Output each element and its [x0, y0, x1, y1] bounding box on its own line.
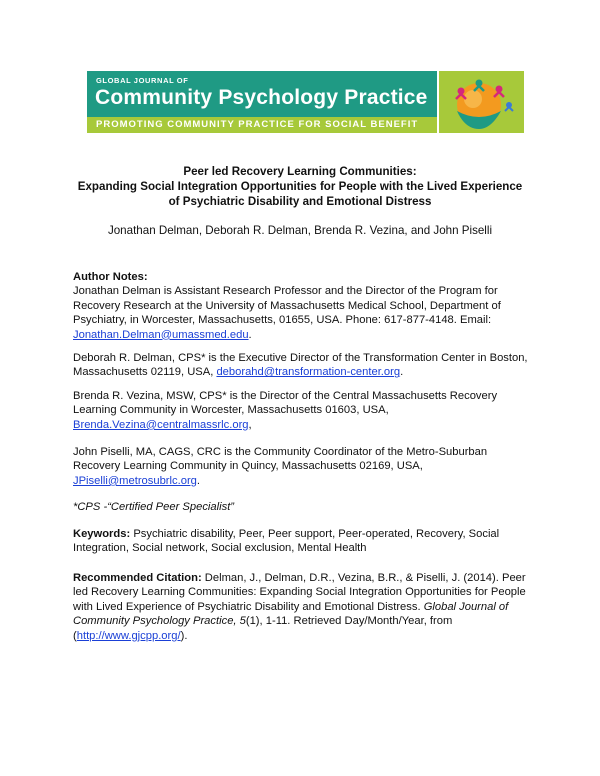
author-note-block [73, 351, 533, 380]
author-note: Jonathan Delman is Assistant Research Professor and the Director of the Program for Recovery Research at the University of Massachusetts Medical School, Department of Psychiatry, in Worcester, Massachusetts, 01655, USA. Phone: 617-877-4148. Email: Jonathan.Delman@umassmed.edu. [73, 285, 501, 341]
keywords-section [73, 527, 533, 556]
author-note-block [73, 445, 533, 488]
citation-paragraph [73, 571, 533, 643]
paper-authors: Jonathan Delman, Deborah R. Delman, Brenda R. Vezina, and John Piselli [107, 224, 493, 237]
journal-logo-icon [439, 71, 524, 133]
journal-banner [87, 71, 524, 133]
author-email-link[interactable]: deborahd@transformation-center.org [216, 366, 401, 379]
author-note-text: Deborah R. Delman, CPS* is the Executive Director of the Transformation Center in Boston, Massachusetts 02119, USA, [73, 352, 528, 379]
keywords-text: Psychiatric disability, Peer, Peer support, Peer-operated, Recovery, Social Integration, Social network, Social exclusion, Mental Health [73, 528, 500, 555]
author-notes-section [73, 270, 533, 342]
paper-title [40, 164, 560, 209]
journal-url-link[interactable]: http://www.gjcpp.org/ [76, 629, 181, 642]
keywords-paragraph [73, 527, 533, 556]
banner-main-title: Community Psychology Practice [95, 86, 428, 109]
author-note-block [73, 389, 533, 432]
citation-text: Delman, J., Delman, D.R., Vezina, B.R., & Piselli, J. (2014). Peer led Recovery Learning Communities: Expanding Social Integration Opportunities for People with Lived Experience of Psychiatric Disability and Emotional Distress. [73, 572, 526, 613]
author-note-text: Brenda R. Vezina, MSW, CPS* is the Director of the Central Massachusetts Recovery Learning Community in Worcester, Massachusetts 01603, USA, [73, 390, 498, 417]
author-email-link[interactable]: Jonathan.Delman@umassmed.edu [73, 328, 249, 341]
paper-title-line: Peer led Recovery Learning Communities: [183, 165, 417, 178]
citation-issue-pages: (1), 1-11. Retrieved Day/Month/Year, from ( [73, 615, 453, 642]
paper-title-line: of Psychiatric Disability and Emotional Distress [168, 195, 432, 208]
author-note: John Piselli, MA, CAGS, CRC is the Community Coordinator of the Metro-Suburban Recovery Learning Community in Quincy, Massachusetts 02169, USA, JPiselli@metrosubrlc.org. [73, 446, 488, 487]
author-email-link[interactable]: Brenda.Vezina@centralmassrlc.org [73, 418, 249, 431]
banner-tagline: PROMOTING COMMUNITY PRACTICE FOR SOCIAL BENEFIT [96, 119, 419, 130]
banner-tagline-bar [87, 117, 437, 133]
cps-footnote: *CPS -“Certified Peer Specialist” [73, 501, 235, 513]
citation-section [73, 571, 533, 643]
author-email-link[interactable]: JPiselli@metrosubrlc.org [73, 474, 197, 487]
citation-journal: Global Journal of Community Psychology Practice, 5 [73, 600, 509, 628]
author-notes-heading: Author Notes: [73, 271, 148, 283]
author-note-text: John Piselli, MA, CAGS, CRC is the Community Coordinator of the Metro-Suburban Recovery Learning Community in Quincy, Massachusetts 02169, USA, [73, 446, 488, 473]
author-note: Brenda R. Vezina, MSW, CPS* is the Director of the Central Massachusetts Recovery Learning Community in Worcester, Massachusetts 01603, USA, Brenda.Vezina@centralmassrlc.org, [73, 390, 498, 431]
author-note: Deborah R. Delman, CPS* is the Executive Director of the Transformation Center in Boston, Massachusetts 02119, USA, deborahd@transformation-center.org. [73, 352, 528, 379]
paper-title-line: Expanding Social Integration Opportunities for People with the Lived Experience [77, 180, 523, 193]
author-note-text: Jonathan Delman is Assistant Research Professor and the Director of the Program for Recovery Research at the University of Massachusetts Medical School, Department of Psychiatry, in Worcester, Massachusetts, 01655, USA. Phone: 617-877-4148. Email: [73, 285, 501, 327]
keywords-label: Keywords: [73, 528, 131, 540]
banner-small-title: GLOBAL JOURNAL OF [96, 76, 189, 85]
citation-closing: ). [180, 629, 188, 642]
citation-label: Recommended Citation: [73, 572, 202, 584]
banner-title-area [87, 71, 437, 117]
